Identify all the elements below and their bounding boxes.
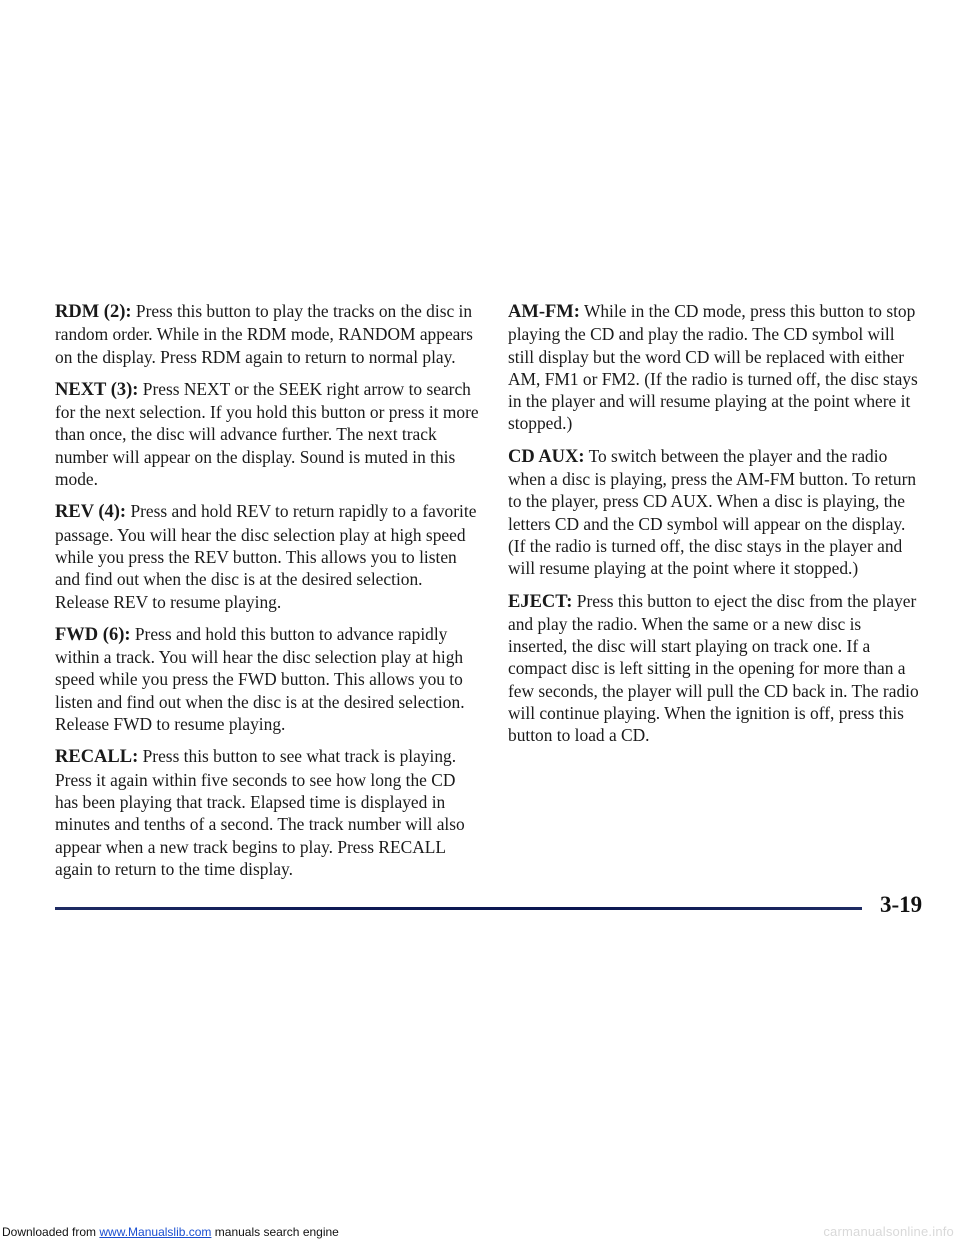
rdm-term: RDM (2): <box>55 302 132 322</box>
footer-prefix: Downloaded from <box>2 1225 100 1239</box>
eject-text: Press this button to eject the disc from the player and play the radio. When the same or a new disc is inserted, the disc will start playing on track one. If a compact disc is left sitting in the opening for more than a few seconds, the player will pull the CD back in. The radio will continue playing. When the ignition is off, press this button to load a CD. <box>508 590 919 746</box>
fwd-text: Press and hold this button to advance rapidly within a track. You will hear the disc selection play at high speed while you press the FWD button. This allows you to listen and find out when the disc is at the desired selection. Release FWD to resume playing. <box>55 623 465 735</box>
manualslib-link[interactable]: www.Manualslib.com <box>99 1225 212 1239</box>
watermark-text: carmanualsonline.info <box>823 1224 954 1239</box>
fwd-paragraph <box>55 623 479 735</box>
rdm-paragraph <box>55 300 479 368</box>
footer-download-notice <box>2 1222 339 1242</box>
footer-suffix: manuals search engine <box>211 1225 339 1239</box>
right-column <box>508 300 922 757</box>
rdm-text: Press this button to play the tracks on the disc in random order. While in the RDM mode, RANDOM appears on the display. Press RDM again to return to normal play. <box>55 301 473 367</box>
cdaux-text: To switch between the player and the radio when a disc is playing, press the AM-FM button. To return to the player, press CD AUX. When a disc is playing, the letters CD and the CD symbol will appear on the display. (If the radio is turned off, the disc stays in the player and will resume playing at the point where it stopped.) <box>508 445 917 579</box>
fwd-term: FWD (6): <box>55 624 131 645</box>
recall-term: RECALL: <box>55 747 139 768</box>
left-column <box>55 300 479 890</box>
page-number: 3-19 <box>880 892 923 917</box>
footer <box>0 1222 960 1242</box>
rev-text: Press and hold REV to return rapidly to a favorite passage. You will hear the disc selection play at high speed while you press the REV button. This allows you to listen and find out when the disc is at the desired selection. Release REV to resume playing. <box>55 501 477 612</box>
rev-paragraph <box>55 500 479 612</box>
amfm-paragraph <box>508 300 922 435</box>
amfm-term: AM-FM: <box>508 302 580 322</box>
next-paragraph <box>55 378 479 490</box>
page-divider-rule <box>55 907 862 910</box>
next-term: NEXT (3): <box>55 379 139 400</box>
cdaux-paragraph <box>508 445 922 580</box>
cdaux-term: CD AUX: <box>508 446 585 467</box>
eject-term: EJECT: <box>508 591 573 612</box>
recall-text: Press this button to see what track is playing. Press it again within five seconds to see how long the CD has been playing that track. Elapsed time is displayed in minutes and tenths of a second. The track number will also appear when a new track begins to play. Press RECALL again to return to the time display. <box>55 746 465 879</box>
next-text: Press NEXT or the SEEK right arrow to search for the next selection. If you hold this button or press it more than once, the disc will advance further. The next track number will appear on the display. Sound is muted in this mode. <box>55 378 479 490</box>
recall-paragraph <box>55 745 479 880</box>
amfm-text: While in the CD mode, press this button to stop playing the CD and play the radio. The CD symbol will still display but the word CD will be replaced with either AM, FM1 or FM2. (If the radio is turned off, the disc stays in the player and will resume playing at the point where it stopped.) <box>508 301 918 434</box>
eject-paragraph <box>508 590 922 747</box>
rev-term: REV (4): <box>55 502 127 523</box>
